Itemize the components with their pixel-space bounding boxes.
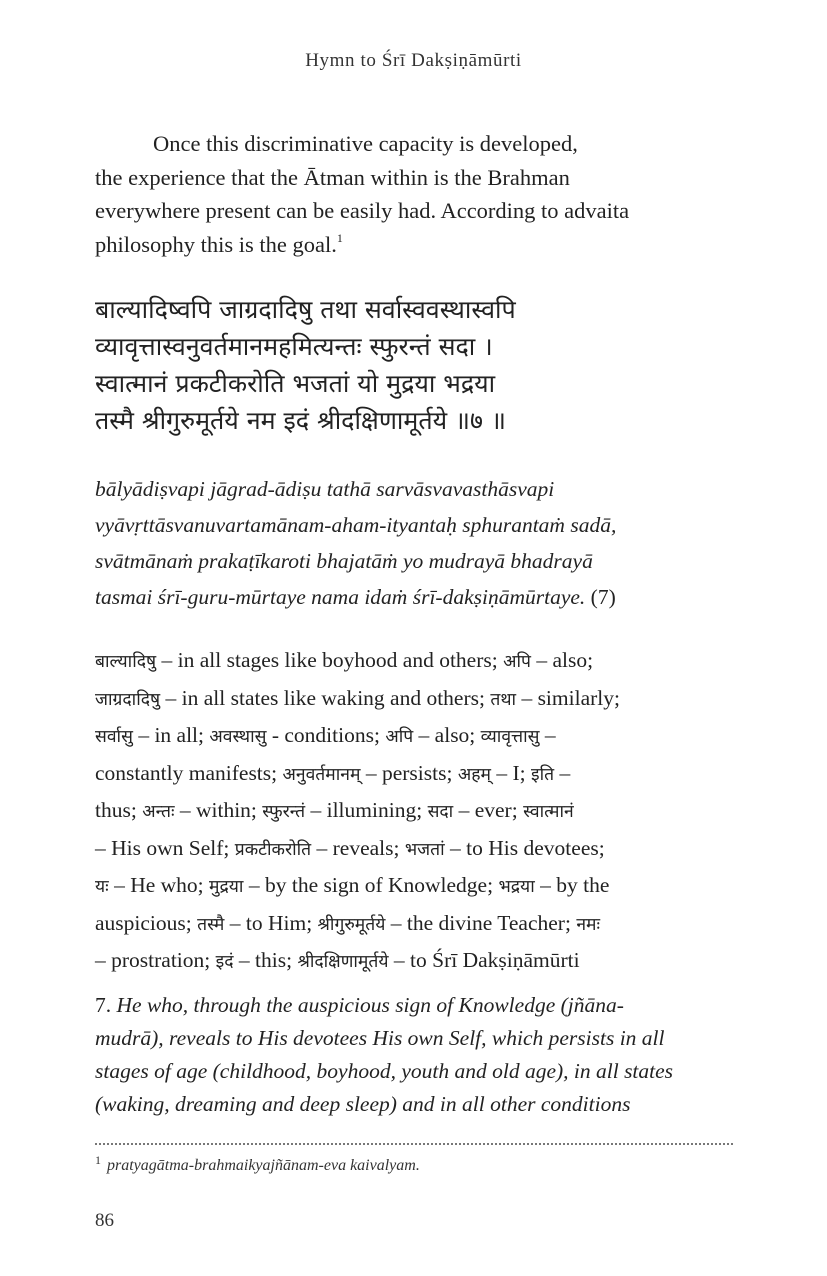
gloss-text: – illumining; (305, 798, 428, 822)
sanskrit-term: व्यावृत्तासु (480, 727, 540, 747)
gloss-line (95, 943, 733, 981)
gloss-text: – (539, 723, 556, 747)
verse-number: (7) (590, 585, 616, 609)
gloss-line (95, 681, 733, 719)
gloss-text: – to Śrī Dakṣiṇāmūrti (388, 948, 580, 972)
footnote-divider (95, 1143, 733, 1145)
gloss-text: – (554, 760, 571, 785)
sanskrit-term: मुद्रया (209, 877, 244, 897)
page-number: 86 (95, 1210, 114, 1231)
gloss-line (95, 643, 733, 681)
translit-line: vyāvṛttāsvanuvartamānam-aham-ityantaḥ sphurantaṁ sadā, (95, 513, 617, 537)
gloss-text: – the divine Teacher; (385, 910, 577, 935)
translit-line: svātmānaṁ prakaṭīkaroti bhajatāṁ yo mudrayā bhadrayā (95, 549, 593, 573)
running-header: Hymn to Śrī Dakṣiṇāmūrti (305, 50, 522, 71)
translation-number: 7. (95, 993, 112, 1017)
sanskrit-term: बाल्यादिषु (95, 652, 157, 672)
sanskrit-term: अपि (385, 727, 414, 747)
gloss-text: – also; (413, 723, 481, 747)
gloss-text: – in all stages like boyhood and others; (156, 648, 504, 672)
gloss-text: – persists; (360, 760, 458, 785)
gloss-text: – by the (534, 873, 610, 897)
sanskrit-term: प्रकटीकरोति (234, 839, 312, 860)
gloss-text: – ever; (453, 798, 524, 822)
sanskrit-term: जाग्रदादिषु (95, 689, 161, 710)
intro-paragraph (95, 127, 733, 261)
gloss-text: constantly manifests; (95, 760, 283, 785)
translation-line-first (95, 989, 733, 1022)
gloss-line (95, 718, 733, 756)
gloss-text: – this; (233, 948, 298, 972)
gloss-text: – prostration; (95, 948, 216, 972)
sanskrit-term: अपि (503, 652, 531, 672)
intro-line: Once this discriminative capacity is developed, (153, 131, 578, 156)
gloss-line (95, 868, 733, 906)
footnote-reference: 1 (336, 230, 343, 245)
footnote (95, 1153, 733, 1175)
translit-line: bālyādiṣvapi jāgrad-ādiṣu tathā sarvāsvavasthāsvapi (95, 477, 555, 501)
translation (95, 989, 733, 1121)
gloss-text: – His own Self; (95, 835, 235, 860)
sanskrit-term: इदं (215, 952, 234, 972)
word-meanings (95, 643, 733, 981)
translation-line: He who, through the auspicious sign of Knowledge (jñāna- (116, 993, 624, 1017)
gloss-line (95, 831, 733, 869)
sanskrit-term: भजतां (404, 839, 445, 860)
sanskrit-term: अहम् (457, 764, 491, 785)
sanskrit-term: श्रीदक्षिणामूर्तये (297, 952, 389, 972)
sanskrit-verse (95, 291, 733, 439)
footnote-text: pratyagātma-brahmaikyajñānam-eva kaivalyam. (107, 1157, 420, 1174)
gloss-text: – to Him; (224, 910, 318, 935)
translit-line-last (95, 579, 733, 615)
sanskrit-term: अवस्थासु (209, 727, 267, 747)
sanskrit-term: सर्वासु (95, 727, 133, 747)
translation-line: stages of age (childhood, boyhood, youth and old age), in all states (95, 1059, 674, 1083)
gloss-text: thus; (95, 798, 143, 822)
sanskrit-term: नमः (576, 914, 601, 935)
gloss-text: auspicious; (95, 910, 198, 935)
intro-line-last (95, 228, 733, 262)
sanskrit-term: भद्रया (498, 877, 535, 897)
gloss-text: – within; (174, 798, 263, 822)
gloss-text: – He who; (108, 873, 210, 897)
sanskrit-term: श्रीगुरुमूर्तये (317, 914, 386, 935)
sanskrit-term: अन्तः (142, 802, 175, 822)
gloss-text: – also; (530, 648, 594, 672)
verse-line: बाल्यादिष्वपि जाग्रदादिषु तथा सर्वास्ववस्थास्वपि (95, 295, 516, 324)
sanskrit-term: तस्मै (197, 914, 225, 935)
intro-line: the experience that the Ātman within is the Brahman (95, 164, 570, 190)
gloss-text: - conditions; (266, 723, 386, 747)
sanskrit-term: यः (95, 877, 109, 897)
verse-line: तस्मै श्रीगुरुमूर्तये नम इदं श्रीदक्षिणामूर्तये ॥७ ॥ (95, 406, 506, 435)
gloss-text: – similarly; (516, 685, 620, 710)
intro-line: everywhere present can be easily had. According to advaita (95, 198, 630, 223)
intro-line-text: philosophy this is the goal. (95, 231, 337, 257)
sanskrit-term: तथा (490, 689, 517, 710)
verse-line: स्वात्मानं प्रकटीकरोति भजतां यो मुद्रया भद्रया (95, 369, 496, 398)
gloss-text: – by the sign of Knowledge; (243, 873, 499, 897)
translation-line: mudrā), reveals to His devotees His own Self, which persists in all (95, 1026, 665, 1050)
gloss-text: – in all; (132, 723, 210, 747)
verse-line: व्यावृत्तास्वनुवर्तमानमहमित्यन्तः स्फुरन्तं सदा । (95, 332, 493, 361)
footnote-marker: 1 (95, 1153, 101, 1167)
gloss-text: – reveals; (311, 835, 405, 860)
sanskrit-term: अनुवर्तमानम् (282, 764, 361, 785)
sanskrit-term: स्फुरन्तं (262, 802, 306, 822)
sanskrit-term: सदा (427, 802, 454, 822)
gloss-text: – in all states like waking and others; (160, 685, 491, 710)
sanskrit-term: स्वात्मानं (523, 802, 574, 822)
gloss-line (95, 756, 733, 794)
gloss-line (95, 793, 733, 831)
transliteration (95, 471, 733, 615)
gloss-line (95, 906, 733, 944)
translation-line: (waking, dreaming and deep sleep) and in all other conditions (95, 1092, 631, 1116)
translit-line: tasmai śrī-guru-mūrtaye nama idaṁ śrī-dakṣiṇāmūrtaye. (95, 585, 586, 609)
sanskrit-term: इति (530, 764, 555, 785)
gloss-text: – I; (490, 760, 531, 785)
gloss-text: – to His devotees; (444, 835, 605, 860)
